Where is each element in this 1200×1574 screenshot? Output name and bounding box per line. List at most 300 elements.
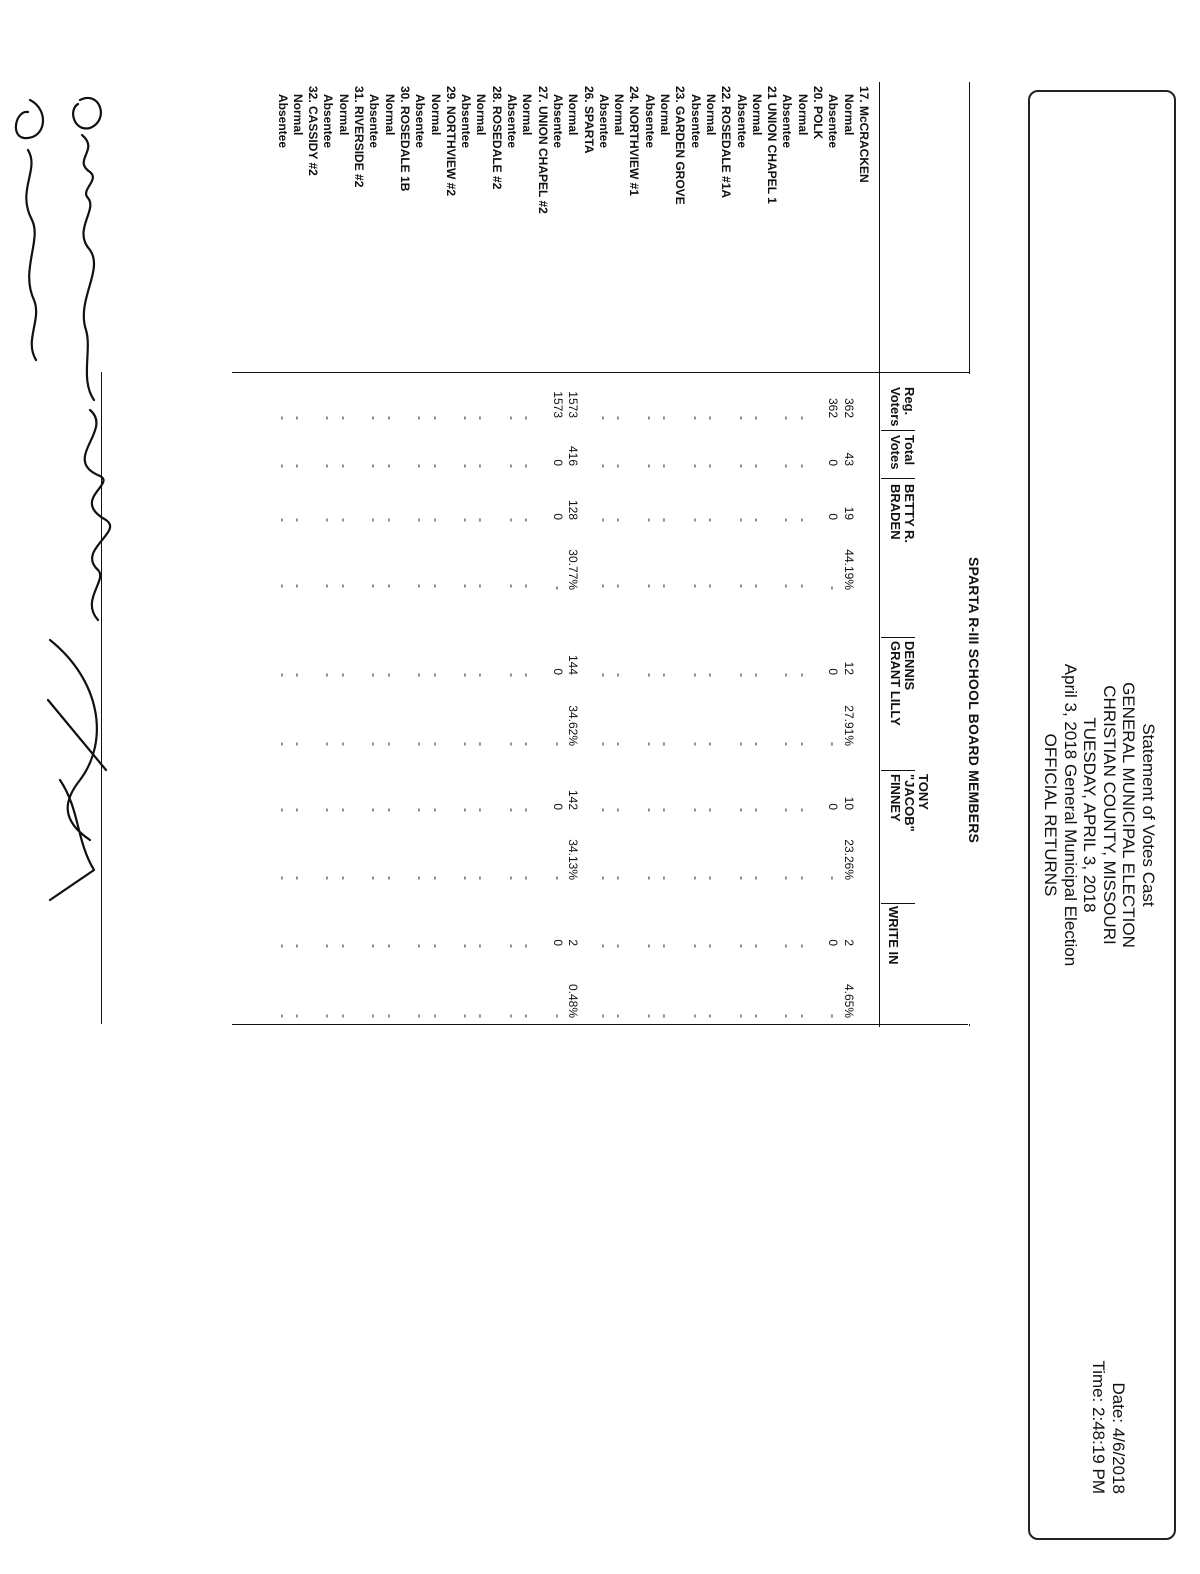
empty-cell-dot: - — [275, 464, 290, 468]
empty-cell-dot: - — [520, 876, 535, 880]
col-total-votes: Total Votes — [888, 435, 917, 470]
empty-cell-dot: - — [336, 876, 351, 880]
precinct-label: 20. POLK — [811, 86, 826, 140]
race-title: SPARTA R-III SCHOOL BOARD MEMBERS — [966, 556, 982, 844]
empty-cell-dot: - — [321, 808, 336, 812]
empty-cell-dot: - — [382, 1014, 397, 1018]
empty-cell-dot: - — [275, 944, 290, 948]
empty-cell-dot: - — [474, 518, 489, 522]
cell-c2: 0 — [551, 668, 565, 675]
empty-cell-dot: - — [505, 1014, 520, 1018]
empty-cell-dot: - — [275, 518, 290, 522]
empty-cell-dot: - — [734, 673, 749, 677]
empty-cell-dot: - — [474, 464, 489, 468]
cell-p3: - — [551, 876, 565, 880]
vote-type-label: Absentee — [642, 94, 657, 149]
empty-cell-dot: - — [428, 1014, 443, 1018]
empty-cell-dot: - — [688, 944, 703, 948]
empty-cell-dot: - — [275, 416, 290, 420]
empty-cell-dot: - — [275, 808, 290, 812]
empty-cell-dot: - — [413, 584, 428, 588]
empty-cell-dot: - — [749, 742, 764, 746]
empty-cell-dot: - — [505, 518, 520, 522]
vote-type-label: Absentee — [734, 94, 749, 149]
cell-p1: - — [826, 586, 841, 590]
empty-cell-dot: - — [688, 876, 703, 880]
empty-cell-dot: - — [612, 876, 627, 880]
cell-reg: 1573 — [551, 391, 565, 418]
empty-cell-dot: - — [795, 518, 810, 522]
empty-cell-dot: - — [642, 464, 657, 468]
precinct-label: 30. ROSEDALE 1B — [398, 86, 412, 192]
rule-label-divider — [232, 372, 970, 373]
empty-cell-dot: - — [367, 584, 382, 588]
empty-cell-dot: - — [795, 1014, 810, 1018]
empty-cell-dot: - — [642, 742, 657, 746]
vote-type-label: Absentee — [459, 94, 474, 149]
empty-cell-dot: - — [290, 584, 305, 588]
empty-cell-dot: - — [520, 416, 535, 420]
empty-cell-dot: - — [688, 673, 703, 677]
cell-p2: 27.91% — [841, 705, 856, 746]
empty-cell-dot: - — [596, 518, 611, 522]
empty-cell-dot: - — [505, 416, 520, 420]
empty-cell-dot: - — [704, 584, 718, 588]
cell-p2: - — [826, 742, 841, 746]
precinct-label: 28. ROSEDALE #2 — [489, 86, 504, 190]
empty-cell-dot: - — [596, 876, 611, 880]
empty-cell-dot: - — [290, 1014, 305, 1018]
empty-cell-dot: - — [382, 808, 397, 812]
vote-type-label: Normal — [612, 94, 627, 136]
empty-cell-dot: - — [612, 944, 627, 948]
vote-type-label: Absentee — [275, 94, 290, 149]
empty-cell-dot: - — [704, 876, 718, 880]
empty-cell-dot: - — [704, 464, 718, 468]
precinct-label: 32. CASSIDY #2 — [306, 86, 321, 176]
vote-type-label: Normal — [336, 94, 351, 136]
empty-cell-dot: - — [780, 464, 795, 468]
empty-cell-dot: - — [290, 876, 305, 880]
empty-cell-dot: - — [642, 876, 657, 880]
cell-p4: 0.48% — [566, 983, 581, 1018]
empty-cell-dot: - — [275, 584, 290, 588]
empty-cell-dot: - — [749, 808, 764, 812]
cell-p4: 4.65% — [841, 983, 856, 1018]
empty-cell-dot: - — [321, 464, 336, 468]
empty-cell-dot: - — [367, 808, 382, 812]
empty-cell-dot: - — [321, 742, 336, 746]
empty-cell-dot: - — [658, 464, 673, 468]
empty-cell-dot: - — [290, 808, 305, 812]
empty-cell-dot: - — [382, 416, 397, 420]
vote-type-label: Absentee — [780, 94, 795, 149]
empty-cell-dot: - — [780, 742, 795, 746]
empty-cell-dot: - — [780, 416, 795, 420]
empty-cell-dot: - — [520, 464, 535, 468]
empty-cell-dot: - — [749, 673, 764, 677]
empty-cell-dot: - — [474, 673, 489, 677]
empty-cell-dot: - — [734, 464, 749, 468]
precinct-label: 26. SPARTA — [581, 86, 596, 154]
cell-c4: 0 — [551, 939, 565, 946]
precinct-label: 31. RIVERSIDE #2 — [352, 86, 367, 188]
precinct-label: 21 UNION CHAPEL 1 — [765, 86, 780, 204]
empty-cell-dot: - — [688, 518, 703, 522]
empty-cell-dot: - — [688, 742, 703, 746]
empty-cell-dot: - — [749, 416, 764, 420]
empty-cell-dot: - — [734, 876, 749, 880]
empty-cell-dot: - — [505, 876, 520, 880]
precinct-label: 24. NORTHVIEW #1 — [627, 86, 642, 197]
empty-cell-dot: - — [428, 416, 443, 420]
empty-cell-dot: - — [367, 742, 382, 746]
empty-cell-dot: - — [658, 416, 673, 420]
empty-cell-dot: - — [382, 584, 397, 588]
col-divider-2 — [881, 478, 915, 479]
empty-cell-dot: - — [459, 584, 474, 588]
empty-cell-dot: - — [413, 464, 428, 468]
empty-cell-dot: - — [734, 416, 749, 420]
empty-cell-dot: - — [596, 742, 611, 746]
cell-total: 416 — [566, 445, 581, 466]
vote-type-label: Normal — [566, 94, 581, 136]
empty-cell-dot: - — [367, 464, 382, 468]
header-center — [1041, 92, 1158, 1538]
empty-cell-dot: - — [780, 518, 795, 522]
vote-type-label: Absentee — [596, 94, 611, 149]
empty-cell-dot: - — [275, 1014, 290, 1018]
cell-reg: 362 — [826, 397, 841, 418]
empty-cell-dot: - — [336, 584, 351, 588]
empty-cell-dot: - — [367, 673, 382, 677]
vote-type-label: Normal — [704, 94, 718, 136]
empty-cell-dot: - — [413, 416, 428, 420]
empty-cell-dot: - — [795, 584, 810, 588]
precinct-label: 27. UNION CHAPEL #2 — [535, 86, 550, 214]
empty-cell-dot: - — [336, 808, 351, 812]
empty-cell-dot: - — [382, 742, 397, 746]
empty-cell-dot: - — [275, 742, 290, 746]
empty-cell-dot: - — [749, 876, 764, 880]
cell-p1: 30.77% — [566, 549, 581, 590]
cell-c3: 0 — [826, 803, 841, 810]
empty-cell-dot: - — [428, 518, 443, 522]
empty-cell-dot: - — [505, 464, 520, 468]
empty-cell-dot: - — [336, 464, 351, 468]
empty-cell-dot: - — [704, 944, 718, 948]
empty-cell-dot: - — [367, 416, 382, 420]
empty-cell-dot: - — [704, 518, 718, 522]
empty-cell-dot: - — [658, 808, 673, 812]
col-divider-1 — [881, 430, 915, 431]
empty-cell-dot: - — [459, 944, 474, 948]
empty-cell-dot: - — [382, 673, 397, 677]
empty-cell-dot: - — [749, 944, 764, 948]
empty-cell-dot: - — [321, 584, 336, 588]
empty-cell-dot: - — [321, 876, 336, 880]
empty-cell-dot: - — [658, 518, 673, 522]
empty-cell-dot: - — [336, 518, 351, 522]
cell-total: 0 — [551, 459, 565, 466]
empty-cell-dot: - — [795, 808, 810, 812]
empty-cell-dot: - — [642, 1014, 657, 1018]
empty-cell-dot: - — [642, 584, 657, 588]
election-name: April 3, 2018 General Municipal Election — [1061, 663, 1080, 967]
empty-cell-dot: - — [520, 944, 535, 948]
empty-cell-dot: - — [336, 673, 351, 677]
empty-cell-dot: - — [321, 673, 336, 677]
vote-type-label: Absentee — [413, 94, 428, 149]
cell-p3: 23.26% — [841, 839, 856, 880]
empty-cell-dot: - — [336, 1014, 351, 1018]
cell-p2: 34.62% — [566, 705, 581, 746]
empty-cell-dot: - — [642, 944, 657, 948]
empty-cell-dot: - — [780, 1014, 795, 1018]
empty-cell-dot: - — [505, 584, 520, 588]
empty-cell-dot: - — [275, 876, 290, 880]
report-time: Time: 2:48:19 PM — [1089, 1360, 1108, 1494]
empty-cell-dot: - — [382, 876, 397, 880]
empty-cell-dot: - — [749, 518, 764, 522]
empty-cell-dot: - — [321, 944, 336, 948]
cell-reg: 362 — [841, 397, 856, 418]
col-divider-4 — [881, 770, 915, 771]
empty-cell-dot: - — [734, 808, 749, 812]
empty-cell-dot: - — [734, 1014, 749, 1018]
vote-type-label: Absentee — [367, 94, 382, 149]
empty-cell-dot: - — [474, 808, 489, 812]
empty-cell-dot: - — [612, 808, 627, 812]
vote-type-label: Absentee — [321, 94, 336, 149]
empty-cell-dot: - — [596, 808, 611, 812]
empty-cell-dot: - — [734, 944, 749, 948]
empty-cell-dot: - — [520, 742, 535, 746]
empty-cell-dot: - — [474, 1014, 489, 1018]
empty-cell-dot: - — [321, 1014, 336, 1018]
col-candidate-1: BETTY R. BRADEN — [888, 484, 917, 543]
empty-cell-dot: - — [474, 876, 489, 880]
empty-cell-dot: - — [459, 876, 474, 880]
empty-cell-dot: - — [596, 416, 611, 420]
empty-cell-dot: - — [612, 673, 627, 677]
header-timestamp — [1088, 1360, 1128, 1494]
empty-cell-dot: - — [658, 584, 673, 588]
empty-cell-dot: - — [704, 808, 718, 812]
cell-p1: 44.19% — [841, 549, 856, 590]
empty-cell-dot: - — [474, 944, 489, 948]
cell-c1: 0 — [826, 513, 841, 520]
empty-cell-dot: - — [658, 742, 673, 746]
rule-top-left — [969, 82, 970, 374]
empty-cell-dot: - — [780, 584, 795, 588]
cell-p1: - — [551, 586, 565, 590]
empty-cell-dot: - — [596, 1014, 611, 1018]
empty-cell-dot: - — [612, 518, 627, 522]
empty-cell-dot: - — [795, 464, 810, 468]
vote-type-label: Normal — [290, 94, 305, 136]
empty-cell-dot: - — [520, 673, 535, 677]
empty-cell-dot: - — [780, 876, 795, 880]
empty-cell-dot: - — [612, 584, 627, 588]
empty-cell-dot: - — [520, 584, 535, 588]
empty-cell-dot: - — [428, 808, 443, 812]
empty-cell-dot: - — [642, 808, 657, 812]
empty-cell-dot: - — [413, 518, 428, 522]
col-candidate-2: DENNIS GRANT LILLY — [888, 641, 917, 726]
empty-cell-dot: - — [612, 742, 627, 746]
empty-cell-dot: - — [612, 464, 627, 468]
cell-c3: 10 — [841, 796, 856, 810]
county-name: CHRISTIAN COUNTY, MISSOURI — [1100, 685, 1119, 945]
cell-c3: 0 — [551, 803, 565, 810]
cell-reg: 1573 — [566, 391, 581, 418]
empty-cell-dot: - — [505, 944, 520, 948]
empty-cell-dot: - — [336, 742, 351, 746]
precinct-label: 22. ROSEDALE #1A — [719, 86, 734, 199]
empty-cell-dot: - — [367, 518, 382, 522]
empty-cell-dot: - — [382, 518, 397, 522]
empty-cell-dot: - — [474, 742, 489, 746]
empty-cell-dot: - — [428, 673, 443, 677]
empty-cell-dot: - — [642, 518, 657, 522]
cell-p3: - — [826, 876, 841, 880]
empty-cell-dot: - — [658, 944, 673, 948]
cell-c1: 0 — [551, 513, 565, 520]
col-divider-5 — [881, 903, 915, 904]
empty-cell-dot: - — [505, 742, 520, 746]
cell-c1: 19 — [841, 506, 856, 520]
vote-type-label: Absentee — [826, 94, 841, 149]
empty-cell-dot: - — [520, 518, 535, 522]
vote-type-label: Absentee — [551, 94, 565, 149]
signature-marks — [0, 80, 120, 980]
empty-cell-dot: - — [704, 1014, 718, 1018]
vote-type-label: Normal — [382, 94, 397, 136]
empty-cell-dot: - — [290, 464, 305, 468]
empty-cell-dot: - — [780, 808, 795, 812]
empty-cell-dot: - — [321, 518, 336, 522]
empty-cell-dot: - — [688, 464, 703, 468]
empty-cell-dot: - — [505, 808, 520, 812]
col-divider-3 — [881, 637, 915, 638]
empty-cell-dot: - — [734, 584, 749, 588]
empty-cell-dot: - — [780, 944, 795, 948]
cell-c2: 0 — [826, 668, 841, 675]
empty-cell-dot: - — [596, 464, 611, 468]
empty-cell-dot: - — [596, 584, 611, 588]
cell-c4: 0 — [826, 939, 841, 946]
rule-right — [232, 1024, 968, 1025]
empty-cell-dot: - — [413, 808, 428, 812]
empty-cell-dot: - — [413, 1014, 428, 1018]
empty-cell-dot: - — [459, 808, 474, 812]
report-date: Date: 4/6/2018 — [1109, 1382, 1128, 1494]
empty-cell-dot: - — [367, 876, 382, 880]
empty-cell-dot: - — [749, 464, 764, 468]
empty-cell-dot: - — [290, 673, 305, 677]
empty-cell-dot: - — [290, 742, 305, 746]
empty-cell-dot: - — [612, 416, 627, 420]
empty-cell-dot: - — [336, 416, 351, 420]
empty-cell-dot: - — [428, 876, 443, 880]
cell-c2: 144 — [566, 654, 581, 675]
vote-type-label: Absentee — [505, 94, 520, 149]
vote-type-label: Absentee — [688, 94, 703, 149]
vote-type-label: Normal — [520, 94, 535, 136]
empty-cell-dot: - — [428, 944, 443, 948]
precinct-label: 29. NORTHVIEW #2 — [443, 86, 458, 197]
empty-cell-dot: - — [734, 518, 749, 522]
precinct-label: 17. McCRACKEN — [857, 86, 871, 183]
empty-cell-dot: - — [336, 944, 351, 948]
empty-cell-dot: - — [795, 416, 810, 420]
empty-cell-dot: - — [704, 416, 718, 420]
empty-cell-dot: - — [688, 808, 703, 812]
empty-cell-dot: - — [428, 584, 443, 588]
vote-type-label: Normal — [474, 94, 489, 136]
empty-cell-dot: - — [474, 584, 489, 588]
empty-cell-dot: - — [382, 944, 397, 948]
empty-cell-dot: - — [367, 944, 382, 948]
empty-cell-dot: - — [642, 673, 657, 677]
cell-c3: 142 — [566, 789, 581, 810]
cell-p2: - — [551, 742, 565, 746]
empty-cell-dot: - — [658, 876, 673, 880]
header-box — [1028, 90, 1176, 1540]
vote-type-label: Normal — [658, 94, 673, 136]
empty-cell-dot: - — [612, 1014, 627, 1018]
election-type: GENERAL MUNICIPAL ELECTION — [1119, 682, 1139, 948]
empty-cell-dot: - — [459, 416, 474, 420]
empty-cell-dot: - — [688, 584, 703, 588]
empty-cell-dot: - — [290, 416, 305, 420]
empty-cell-dot: - — [290, 944, 305, 948]
col-candidate-4: WRITE IN — [886, 906, 901, 965]
empty-cell-dot: - — [596, 673, 611, 677]
col-candidate-3: TONY "JACOB" FINNEY — [888, 774, 931, 832]
empty-cell-dot: - — [382, 464, 397, 468]
election-date: TUESDAY, APRIL 3, 2018 — [1080, 717, 1100, 913]
empty-cell-dot: - — [734, 742, 749, 746]
empty-cell-dot: - — [428, 742, 443, 746]
empty-cell-dot: - — [795, 876, 810, 880]
cell-c1: 128 — [566, 499, 581, 520]
empty-cell-dot: - — [321, 416, 336, 420]
vote-type-label: Normal — [795, 94, 810, 136]
empty-cell-dot: - — [780, 673, 795, 677]
empty-cell-dot: - — [428, 464, 443, 468]
empty-cell-dot: - — [795, 673, 810, 677]
empty-cell-dot: - — [688, 1014, 703, 1018]
empty-cell-dot: - — [413, 944, 428, 948]
empty-cell-dot: - — [367, 1014, 382, 1018]
empty-cell-dot: - — [658, 673, 673, 677]
empty-cell-dot: - — [688, 416, 703, 420]
empty-cell-dot: - — [474, 416, 489, 420]
empty-cell-dot: - — [795, 944, 810, 948]
rule-header-bottom — [879, 82, 880, 1027]
empty-cell-dot: - — [459, 464, 474, 468]
vote-type-label: Normal — [428, 94, 443, 136]
empty-cell-dot: - — [596, 944, 611, 948]
cell-p4: - — [826, 1014, 841, 1018]
vote-type-label: Normal — [841, 94, 856, 136]
statement-title: Statement of Votes Cast — [1139, 723, 1158, 907]
empty-cell-dot: - — [505, 673, 520, 677]
cell-total: 43 — [841, 452, 856, 466]
cell-c4: 2 — [841, 939, 856, 946]
